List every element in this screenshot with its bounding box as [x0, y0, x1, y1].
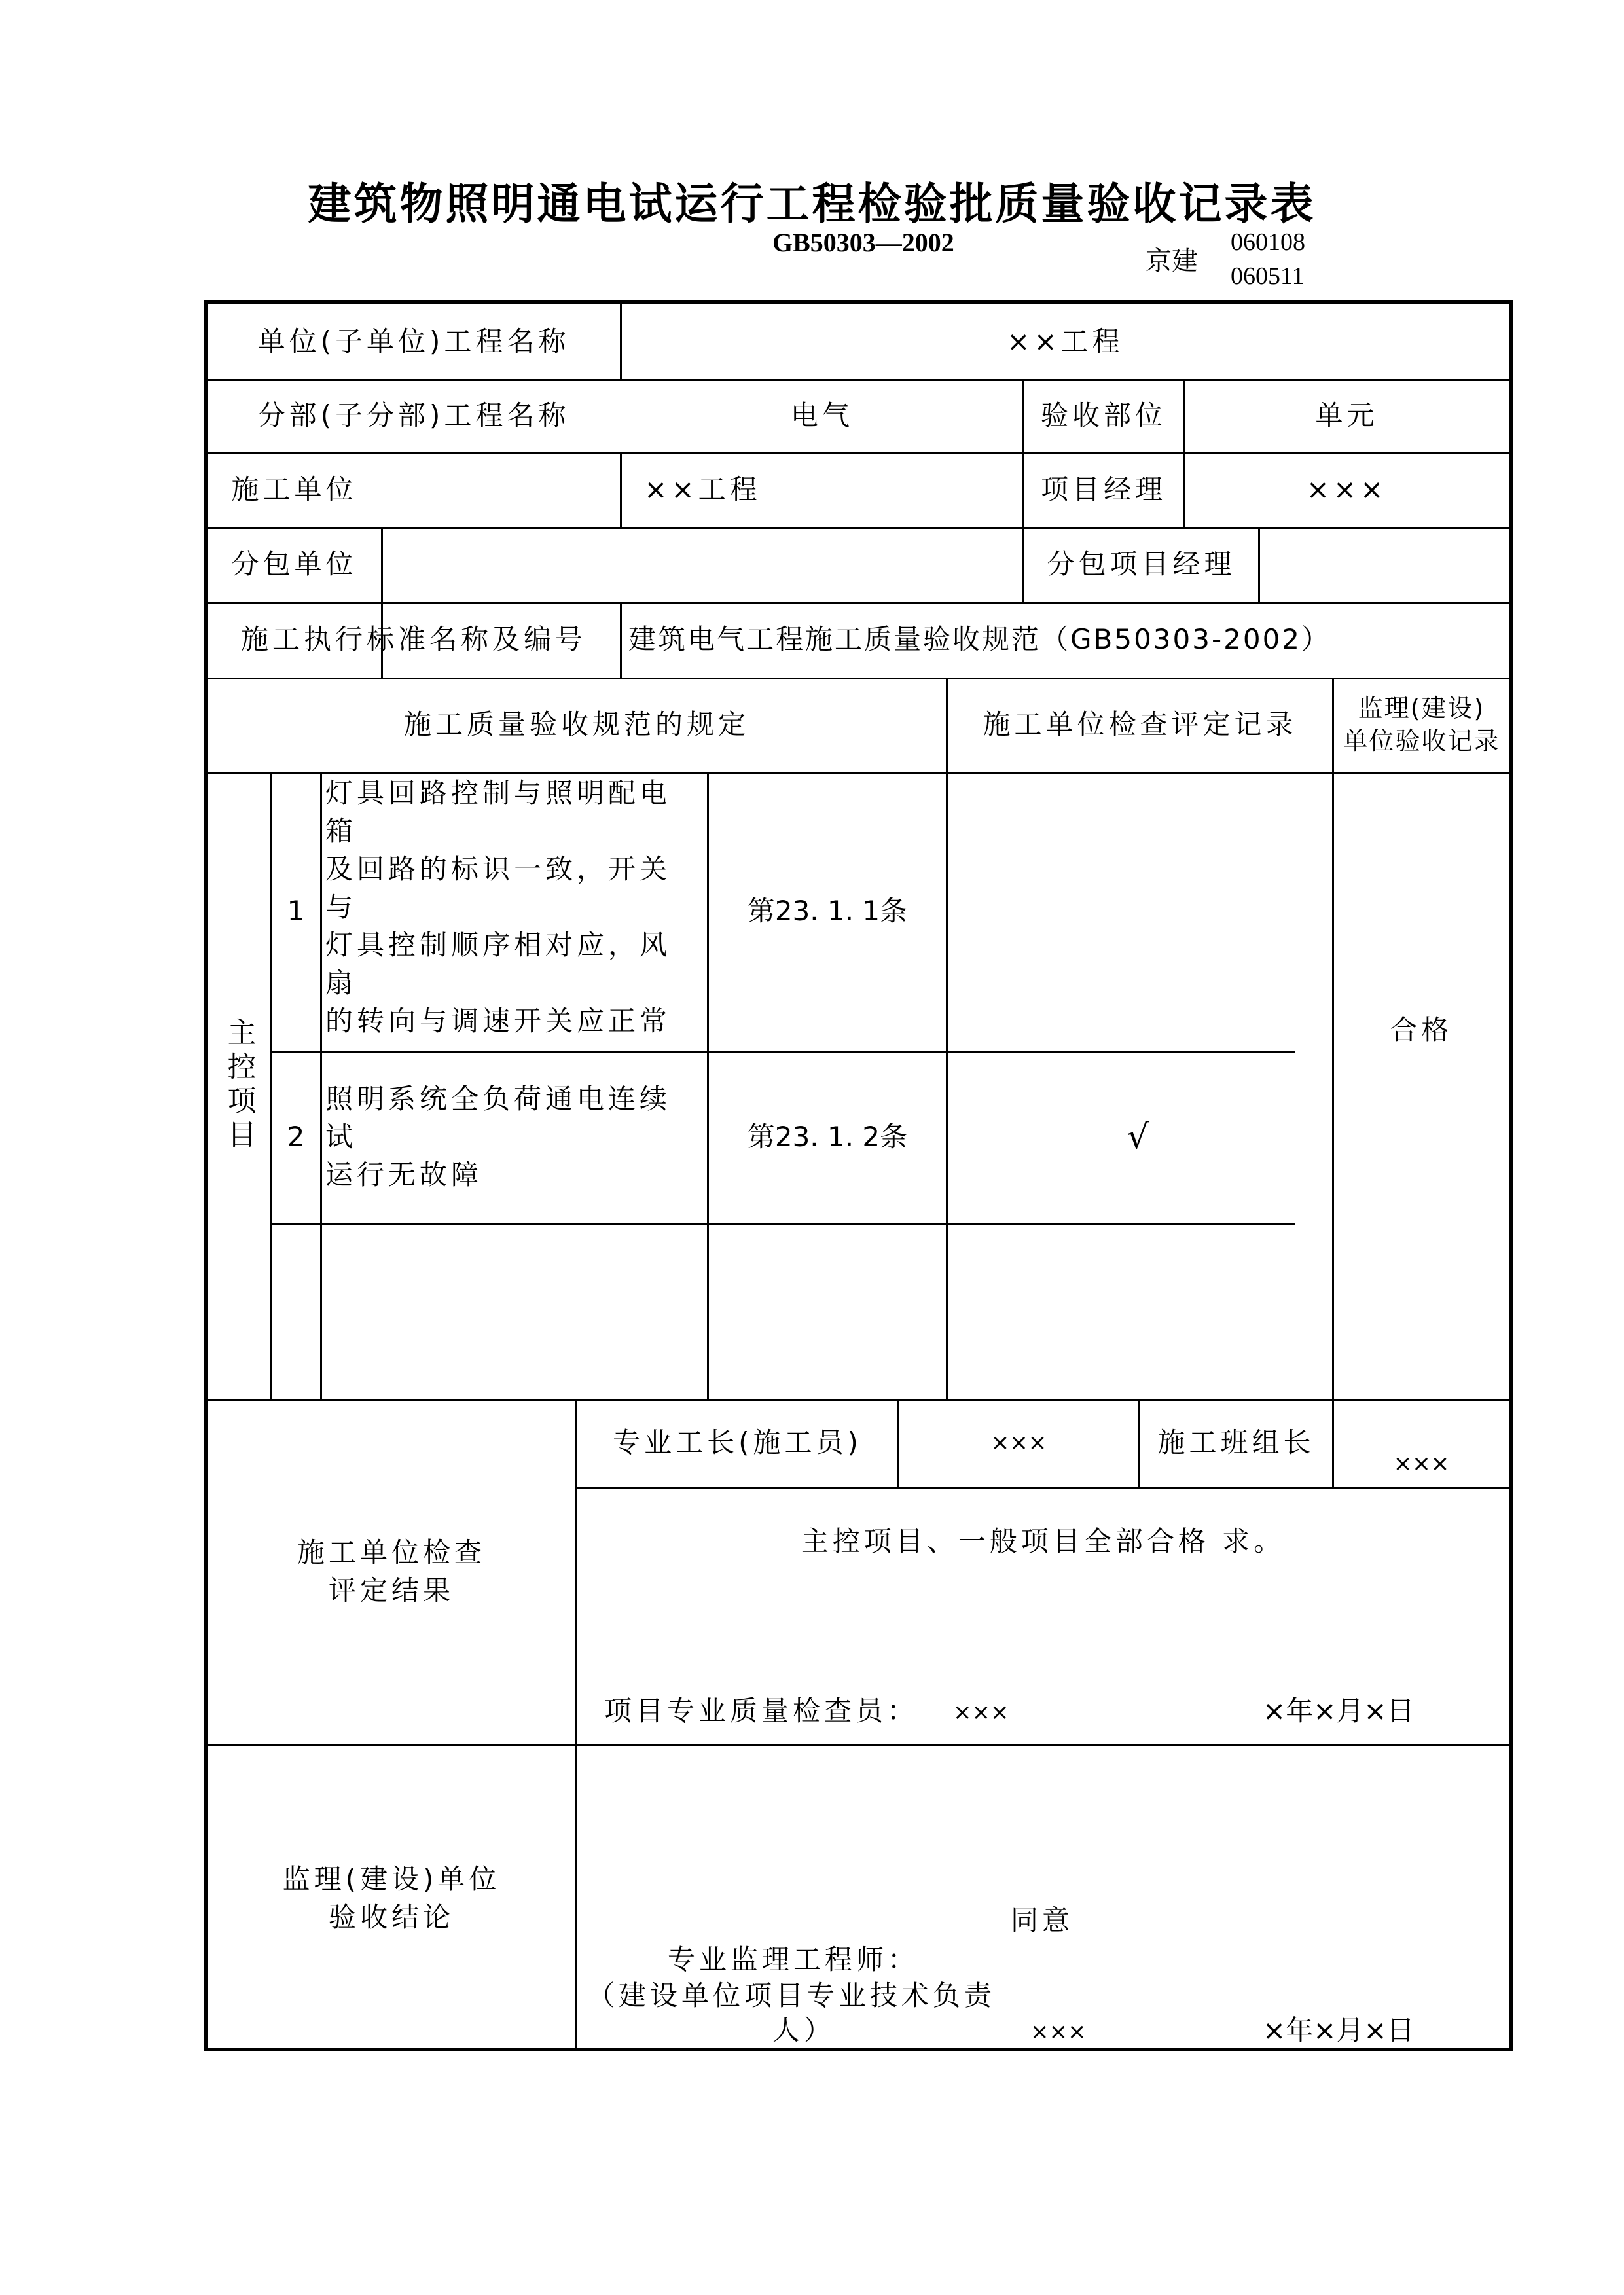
construction-check-label-line1: 施工单位检查	[297, 1536, 486, 1568]
supervision-header-line1: 监理(建设)	[1358, 694, 1485, 723]
jing-jian-label: 京建	[1146, 246, 1198, 276]
construction-result-text[interactable]: 主控项目、一般项目全部合格 求。	[801, 1525, 1286, 1557]
item-1-desc-line: 扇	[325, 967, 357, 999]
item-1-desc-line: 及回路的标识一致，开关	[325, 853, 672, 885]
item-2-desc-line: 试	[325, 1121, 357, 1153]
team-leader-value[interactable]: ×××	[1393, 1451, 1450, 1477]
engineer-label-line1: 专业监理工程师：	[668, 1943, 920, 1976]
engineer-label-line3: 人）	[772, 2014, 836, 2046]
item-2-no: 2	[287, 1121, 305, 1153]
record-header: 施工单位检查评定记录	[983, 708, 1297, 740]
supervision-header-line2: 单位验收记录	[1343, 727, 1500, 755]
item-1-desc-line: 箱	[325, 815, 357, 847]
division-value[interactable]: 电气	[790, 399, 854, 431]
engineer-value[interactable]: ×××	[1030, 2019, 1087, 2045]
item-3-clause	[709, 1223, 946, 1399]
item-1-no: 1	[287, 895, 305, 927]
construction-check-date[interactable]: ×年×月×日	[1263, 1695, 1415, 1727]
standard-name-label: 施工执行标准名称及编号	[240, 623, 586, 655]
inspector-value[interactable]: ×××	[953, 1699, 1009, 1726]
acceptance-record-form	[204, 300, 1513, 2051]
supervision-conclusion-label	[208, 1744, 575, 2051]
supervision-result[interactable]: 合格	[1390, 1014, 1453, 1046]
supervision-conclusion-label-line1: 监理(建设)单位	[282, 1862, 501, 1895]
item-1-desc-line: 灯具回路控制与照明配电	[325, 777, 672, 809]
item-2-description	[325, 1080, 705, 1194]
construction-check-label	[208, 1399, 575, 1744]
project-manager-label: 项目经理	[1040, 473, 1166, 505]
project-manager-value[interactable]: ×××	[1306, 473, 1388, 505]
construction-unit-value[interactable]: ××工程	[644, 473, 761, 505]
standard-code: GB50303—2002	[772, 228, 954, 257]
item-2-desc-line: 运行无故障	[325, 1159, 483, 1191]
main-control-label: 主控项目	[222, 1017, 256, 1153]
acceptance-part-label: 验收部位	[1040, 399, 1166, 431]
supervision-header	[1334, 678, 1509, 772]
subcontract-unit-value[interactable]	[383, 527, 1022, 602]
unit-project-value[interactable]: ××工程	[1007, 325, 1124, 357]
item-1-description	[325, 774, 705, 1040]
item-1-desc-line: 的转向与调速开关应正常	[325, 1005, 672, 1037]
unit-project-label: 单位(子单位)工程名称	[257, 325, 570, 357]
subcontract-manager-label: 分包项目经理	[1047, 548, 1236, 580]
construction-unit-label: 施工单位	[231, 473, 357, 505]
supervision-conclusion-label-line2: 验收结论	[328, 1900, 454, 1933]
foreman-value[interactable]: ×××	[990, 1430, 1047, 1456]
acceptance-part-value[interactable]: 单元	[1315, 399, 1379, 431]
item-1-clause: 第23. 1. 1条	[747, 895, 908, 927]
supervision-conclusion-text[interactable]: 同意	[1011, 1904, 1074, 1936]
team-leader-label: 施工班组长	[1157, 1426, 1315, 1458]
foreman-label: 专业工长(施工员)	[613, 1426, 862, 1458]
item-1-desc-line: 与	[325, 891, 357, 923]
form-code-2: 060511	[1231, 262, 1305, 290]
item-2-clause: 第23. 1. 2条	[747, 1121, 908, 1153]
division-label: 分部(子分部)工程名称	[257, 399, 570, 431]
item-3-record[interactable]	[948, 1223, 1332, 1399]
construction-check-label-line2: 评定结果	[328, 1574, 454, 1606]
item-1-desc-line: 灯具控制顺序相对应，风	[325, 929, 672, 961]
item-1-record[interactable]	[948, 772, 1332, 1051]
inspector-label: 项目专业质量检查员：	[604, 1695, 919, 1727]
subcontract-unit-label: 分包单位	[231, 548, 357, 580]
item-3-no	[272, 1223, 320, 1399]
subcontract-manager-value[interactable]	[1260, 527, 1509, 602]
item-2-record[interactable]: √	[1127, 1117, 1153, 1157]
engineer-label-line2: （建设单位项目专业技术负责	[587, 1979, 996, 2012]
item-2-desc-line: 照明系统全负荷通电连续	[325, 1083, 672, 1115]
spec-header: 施工质量验收规范的规定	[403, 708, 749, 740]
supervision-conclusion-date[interactable]: ×年×月×日	[1263, 2014, 1415, 2046]
item-3-description	[322, 1223, 707, 1399]
standard-name-value[interactable]: 建筑电气工程施工质量验收规范（GB50303-2002）	[628, 623, 1331, 655]
document-title: 建筑物照明通电试运行工程检验批质量验收记录表	[308, 179, 1316, 229]
form-code-1: 060108	[1231, 228, 1305, 256]
